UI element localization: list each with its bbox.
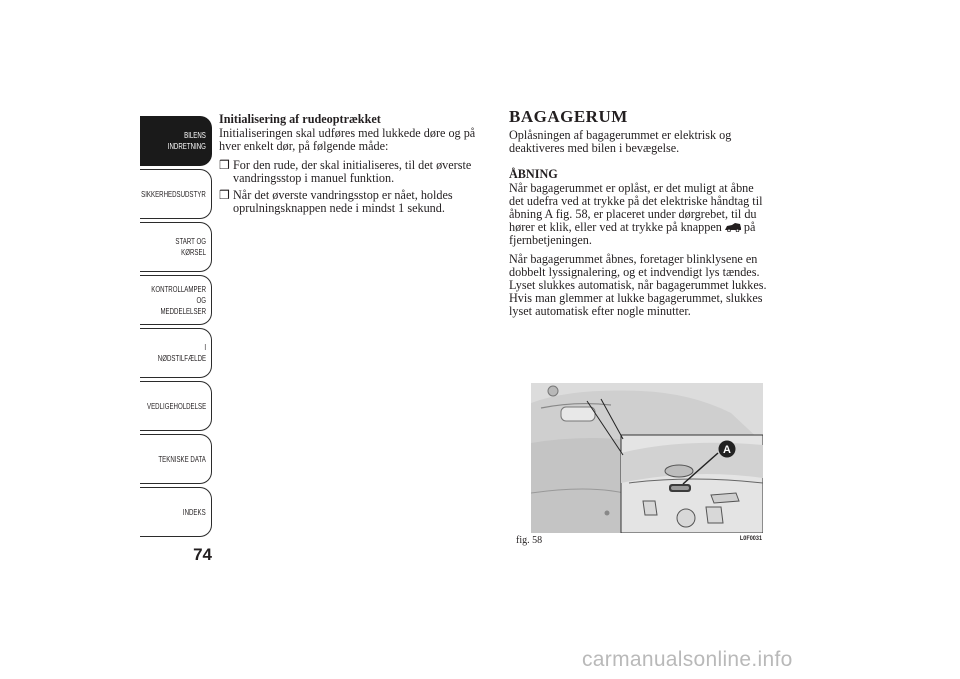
car-trunk-open-icon bbox=[724, 222, 742, 232]
chapter-tabs bbox=[140, 116, 212, 540]
figure-drawing bbox=[531, 383, 763, 533]
list-item: ❒ For den rude, der skal initialiseres, til det øverste vandringsstop i manuel funktion. bbox=[219, 158, 472, 185]
tab-kontrollamper[interactable]: KONTROLLAMPER OG MEDDELELSER bbox=[140, 275, 212, 325]
tab-sikkerhedsudstyr[interactable]: SIKKERHEDSUDSTYR bbox=[140, 169, 212, 219]
tab-tekniske-data[interactable]: TEKNISKE DATA bbox=[140, 434, 212, 484]
callout-a-label: A bbox=[723, 444, 731, 456]
bullet-list bbox=[219, 159, 491, 215]
left-column bbox=[219, 110, 491, 219]
opening-paragraph: Når bagagerummet er oplåst, er det muligt at åbne det udefra ved at trykke på det elektriske håndtag til åbning A fig. 58, er placeret under dørgrebet, til du hører et klik, eller ved at trykke på knappen på fjernbetjeningen. bbox=[509, 181, 763, 247]
chapter-heading: BAGAGERUM bbox=[509, 107, 628, 126]
tab-bilens-indretning[interactable]: BILENS INDRETNING bbox=[140, 116, 212, 166]
tab-start-og-korsel[interactable]: START OG KØRSEL bbox=[140, 222, 212, 272]
checkbox-bullet-icon: ❒ bbox=[219, 158, 230, 172]
subsection-heading: ÅBNING bbox=[509, 167, 558, 181]
intro-paragraph: Initialiseringen skal udføres med lukkede døre og på hver enkelt dør, på følgende måde: bbox=[219, 126, 476, 153]
list-item: ❒ Når det øverste vandringsstop er nået, holdes oprulningsknappen nede i mindst 1 sekund. bbox=[219, 188, 453, 215]
tab-vedligeholdelse[interactable]: VEDLIGEHOLDELSE bbox=[140, 381, 212, 431]
page-number: 74 bbox=[193, 545, 212, 564]
light-paragraph: Når bagagerummet åbnes, foretager blinklysene en dobbelt lyssignalering, og et indvendigt lys tændes. Lyset slukkes automatisk, når bagagerummet lukkes. Hvis man glemmer at lukke bagagerummet, slukkes lyset automatisk efter nogle minutter. bbox=[509, 252, 767, 318]
figure-code: L0F0031 bbox=[739, 535, 762, 542]
section-heading: Initialisering af rudeoptrækket bbox=[219, 112, 381, 126]
right-column bbox=[509, 107, 771, 324]
figure-caption: fig. 58 bbox=[516, 535, 543, 546]
trunk-handle-illustration bbox=[531, 383, 763, 533]
tab-indeks[interactable]: INDEKS bbox=[140, 487, 212, 537]
checkbox-bullet-icon: ❒ bbox=[219, 188, 230, 202]
intro-paragraph: Oplåsningen af bagagerummet er elektrisk og deaktiveres med bilen i bevægelse. bbox=[509, 128, 732, 155]
watermark[interactable]: carmanualsonline.info bbox=[582, 648, 793, 671]
tab-i-nodstilfaelde[interactable]: I NØDSTILFÆLDE bbox=[140, 328, 212, 378]
